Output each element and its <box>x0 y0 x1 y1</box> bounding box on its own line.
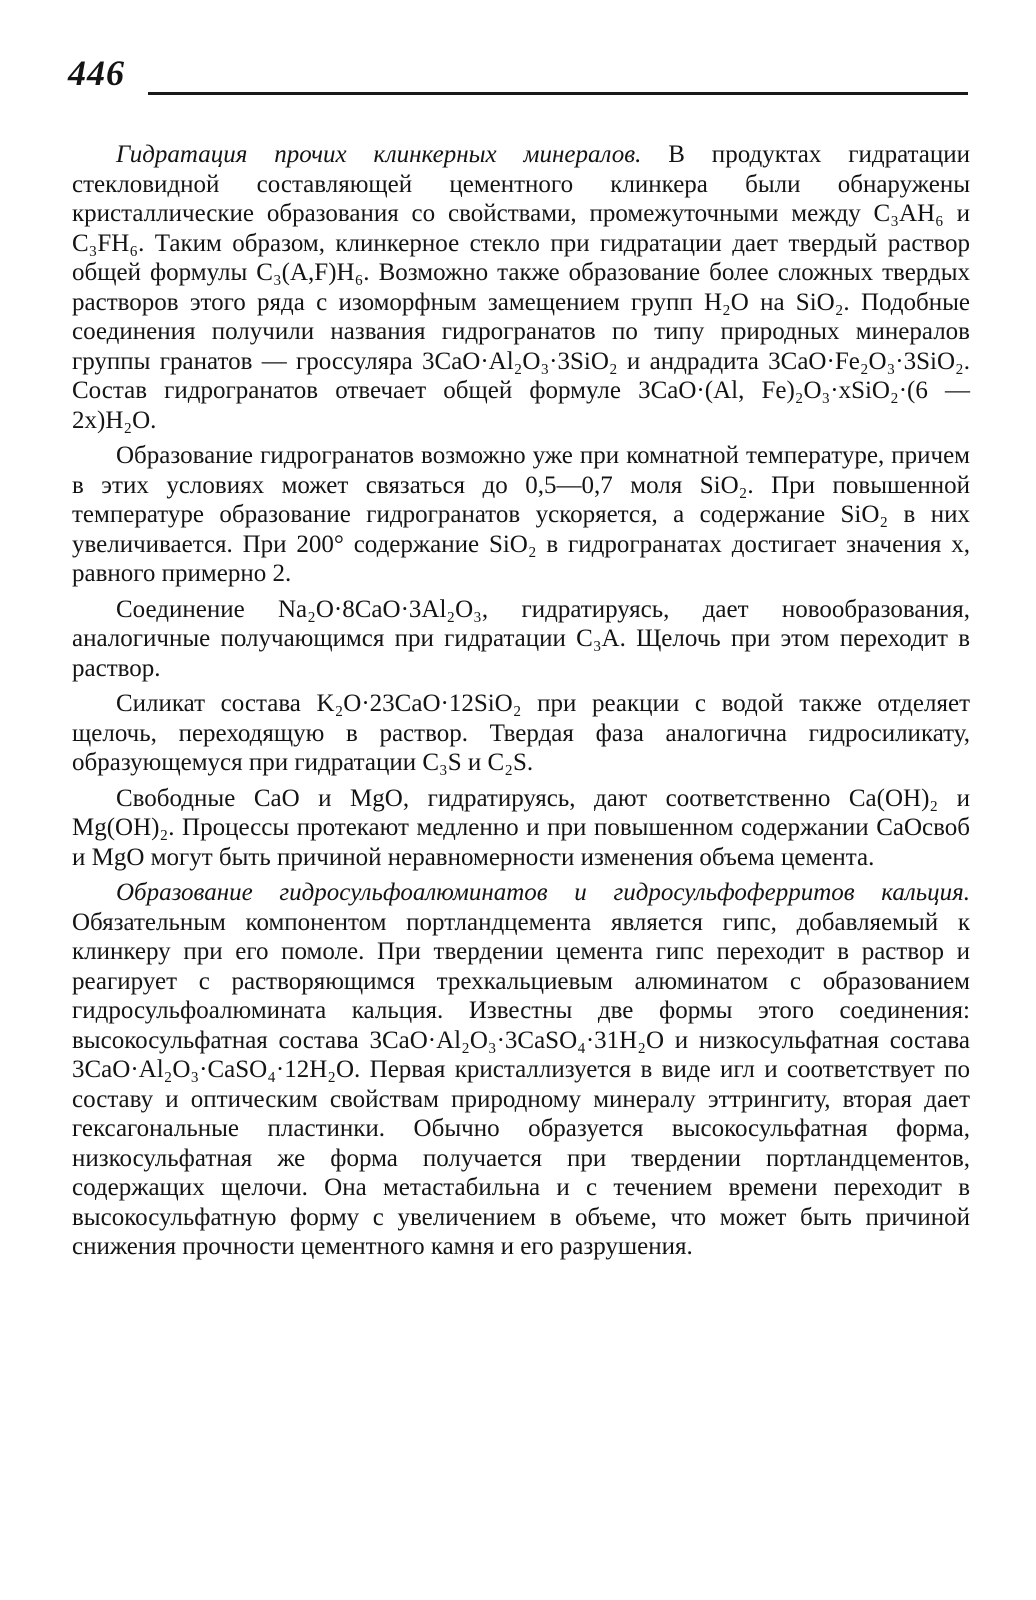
paragraph-text: Соединение Na₂O·8CaO·3Al₂O₃, гидратируясь, дает новообразования, аналогичные получающимся при гидратации C₃A. Щелочь при этом переходит в раствор. <box>72 595 970 682</box>
paragraph-text: Образование гидрогранатов возможно уже при комнатной температуре, причем в этих условиях может связаться до 0,5—0,7 моля SiO₂. При повышенной температуре образование гидрогранатов ускоряется, а содержание SiO₂ в них увеличивается. При 200° содержание SiO₂ в гидрогранатах достигает значения x, равного примерно 2. <box>72 442 970 587</box>
paragraph-text: Свободные CaO и MgO, гидратируясь, дают соответственно Ca(OH)₂ и Mg(OH)₂. Процессы протекают медленно и при повышенном содержании CaOсвоб и MgO могут быть причиной неравномерности изменения объема цемента. <box>72 784 970 871</box>
section-lead-hydration: Гидратация прочих клинкерных минералов. <box>116 141 642 168</box>
paragraph-sulfoaluminates <box>72 878 970 1262</box>
header-rule <box>148 92 968 95</box>
paragraph-text: Обязательным компонентом портландцемента является гипс, добавляемый к клинкеру при его помоле. При твердении цемента гипс переходит в раствор и реагирует с растворяющимся трехкальциевым алюминатом с образованием гидросульфоалюмината кальция. Известны две формы этого соединения: высокосульфатная состава 3CaO·Al₂O₃·3CaSO₄·31H₂O и низкосульфатная состава 3CaO·Al₂O₃·CaSO₄·12H₂O. Первая кристаллизуется в виде игл и соответствует по составу и оптическим свойствам природному минералу эттрингиту, вторая дает гексагональные пластинки. Обычно образуется высокосульфатная форма, низкосульфатная же форма получается при твердении портландцементов, содержащих щелочи. Она метастабильна и с течением времени переходит в высокосульфатную форму с увеличением в объеме, что может быть причиной снижения прочности цементного камня и его разрушения. <box>72 908 970 1260</box>
page-header <box>68 52 968 98</box>
body-text <box>72 140 970 1268</box>
paragraph-sodium-compound <box>72 595 970 684</box>
paragraph-text: В продуктах гидратации стекловидной составляющей цементного клинкера были обнаружены кристаллические образования со свойствами, промежуточными между C₃AH₆ и C₃FH₆. Таким образом, клинкерное стекло при гидратации дает твердый раствор общей формулы C₃(A,F)H₆. Возможно также образование более сложных твердых растворов этого ряда с изоморфным замещением групп H₂O на SiO₂. Подобные соединения получили названия гидрогранатов по типу природных минералов группы гранатов — гроссуляра 3CaO·Al₂O₃·3SiO₂ и андрадита 3CaO·Fe₂O₃·3SiO₂. Состав гидрогранатов отвечает общей формуле 3CaO·(Al, Fe)₂O₃·xSiO₂·(6 — 2x)H₂O. <box>72 141 971 434</box>
page-number: 446 <box>68 53 125 93</box>
section-lead-sulfoaluminates: Образование гидросульфоалюминатов и гидросульфоферритов кальция. <box>116 879 970 906</box>
paragraph-potassium-silicate <box>72 689 970 778</box>
paragraph-free-cao-mgo <box>72 784 970 873</box>
paragraph-hydration-other-minerals <box>72 140 970 435</box>
paragraph-hydrogarnets <box>72 441 970 589</box>
paragraph-text: Силикат состава K₂O·23CaO·12SiO₂ при реакции с водой также отделяет щелочь, переходящую в раствор. Твердая фаза аналогична гидросиликату, образующемуся при гидратации C₃S и C₂S. <box>72 690 970 776</box>
